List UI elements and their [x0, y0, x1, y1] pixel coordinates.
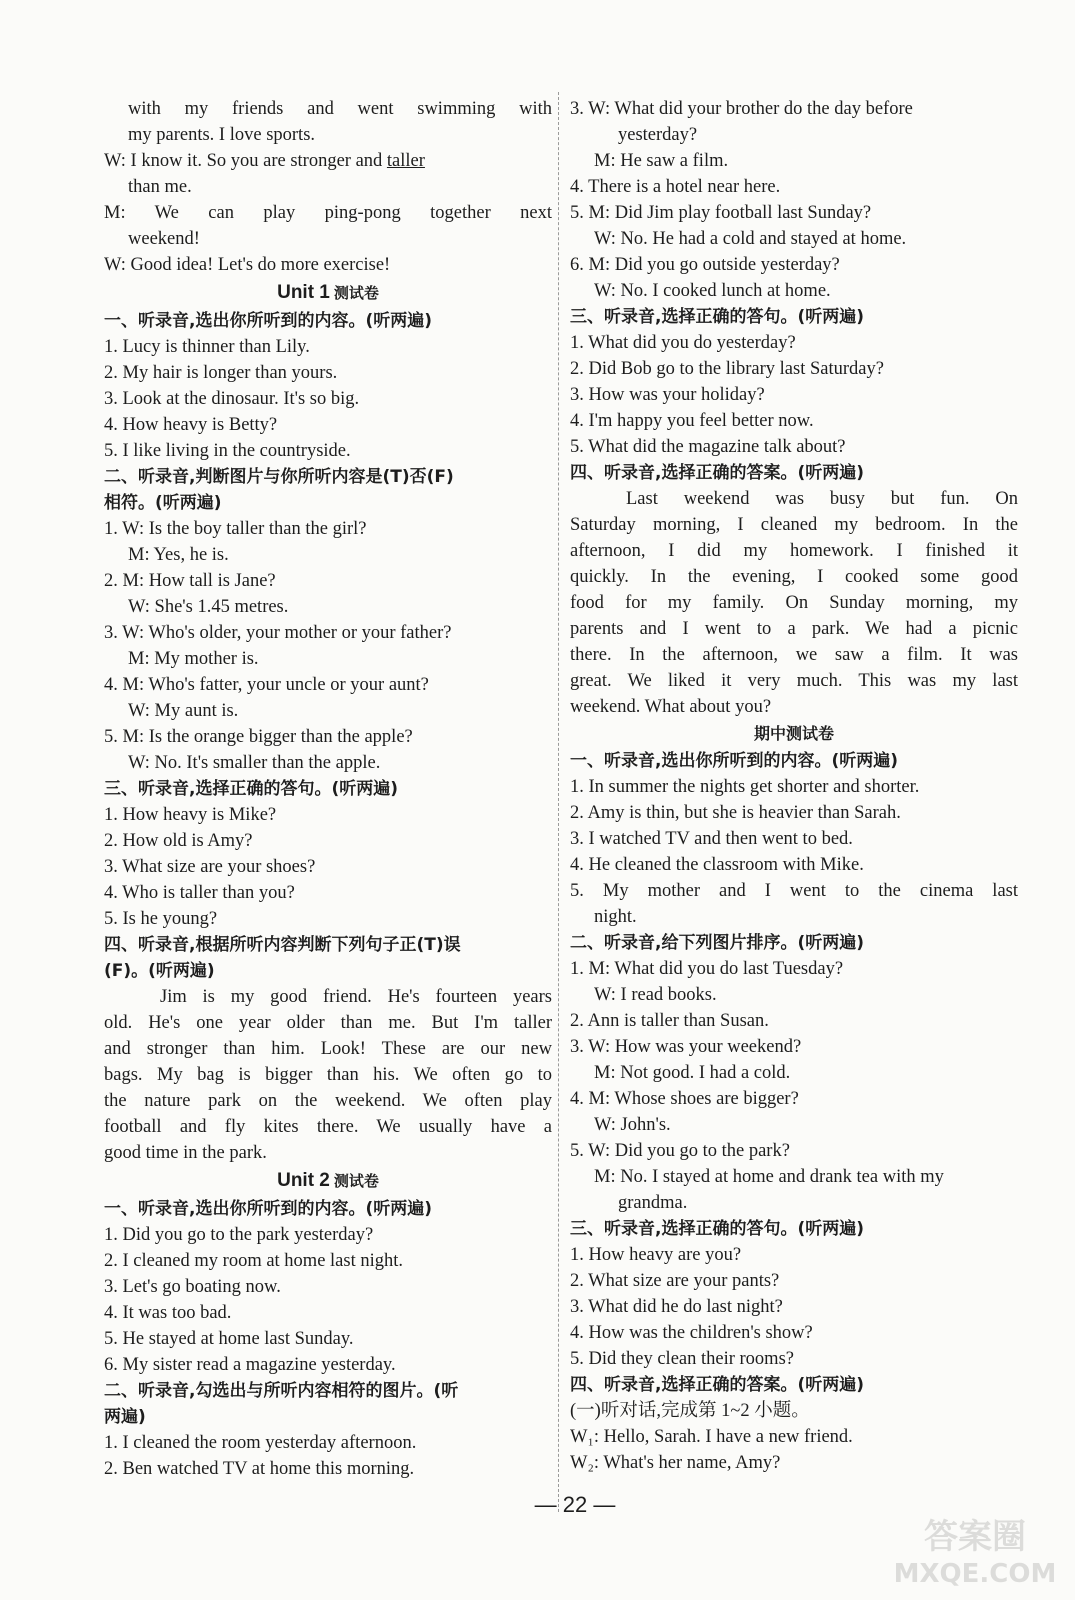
text-line — [104, 542, 552, 568]
text-line-text: parents and I went to a park. We had a picnic — [570, 619, 1018, 639]
text-line — [570, 122, 1018, 148]
column-divider — [558, 92, 559, 1512]
text-line — [570, 1346, 1018, 1372]
text-line — [104, 1010, 552, 1036]
text-line — [104, 1300, 552, 1326]
text-line — [570, 1008, 1018, 1034]
text-line-text: W: No. It's smaller than the apple. — [128, 753, 381, 773]
text-line-text: afternoon, I did my homework. I finished it — [570, 541, 1018, 561]
text-line-text: 1. How heavy are you? — [570, 1245, 742, 1265]
section-heading-text: 一、听录音,选出你所听到的内容。(听两遍) — [104, 1199, 432, 1219]
text-line-text: 3. I watched TV and then went to bed. — [570, 829, 853, 849]
text-line — [104, 568, 552, 594]
text-line-text: 4. How was the children's show? — [570, 1323, 813, 1343]
section-heading — [104, 490, 552, 516]
text-line-text: 1. In summer the nights get shorter and shorter. — [570, 777, 920, 797]
text-line-text: M: Not good. I had a cold. — [594, 1063, 791, 1083]
test-title — [104, 1166, 552, 1196]
text-line-text: 1. What did you do yesterday? — [570, 333, 796, 353]
text-line-text: W: She's 1.45 metres. — [128, 597, 289, 617]
text-line — [570, 1320, 1018, 1346]
section-heading-text: (F)。(听两遍) — [104, 961, 215, 981]
text-line — [104, 1088, 552, 1114]
text-line-text: 5. M: Did Jim play football last Sunday? — [570, 203, 872, 223]
text-line-text: quickly. In the evening, I cooked some good — [570, 567, 1018, 587]
test-title-text: Unit 1 — [277, 282, 330, 303]
text-line-text: yesterday? — [618, 125, 698, 145]
text-line-text: 2. M: How tall is Jane? — [104, 571, 276, 591]
text-line — [570, 538, 1018, 564]
text-line — [570, 252, 1018, 278]
text-line-text: 6. My sister read a magazine yesterday. — [104, 1355, 396, 1375]
text-line-text: 1. Did you go to the park yesterday? — [104, 1225, 374, 1245]
text-line-text: good time in the park. — [104, 1143, 267, 1163]
text-line — [104, 750, 552, 776]
text-line — [104, 1352, 552, 1378]
text-line — [570, 148, 1018, 174]
text-line — [570, 278, 1018, 304]
text-line-text: 1. Lucy is thinner than Lily. — [104, 337, 310, 357]
section-heading — [570, 1216, 1018, 1242]
text-line — [570, 616, 1018, 642]
text-line-text: M: Yes, he is. — [128, 545, 229, 565]
text-line — [570, 878, 1018, 904]
text-line-text: 3. What size are your shoes? — [104, 857, 316, 877]
text-line-text: 2. I cleaned my room at home last night. — [104, 1251, 404, 1271]
underlined-word: taller — [386, 151, 425, 171]
text-line — [570, 694, 1018, 720]
text-line-text: great. We liked it very much. This was my last — [570, 671, 1018, 691]
text-line — [104, 802, 552, 828]
text-line-text: W₂: What's her name, Amy? — [570, 1453, 781, 1473]
text-line — [570, 774, 1018, 800]
section-heading-text: 两遍) — [104, 1407, 146, 1427]
text-line-text: 4. How heavy is Betty? — [104, 415, 278, 435]
text-line-text: 2. Amy is thin, but she is heavier than Sarah. — [570, 803, 901, 823]
text-line-text: 3. W: How was your weekend? — [570, 1037, 802, 1057]
text-line-text: (一)听对话,完成第 1~2 小题。 — [570, 1401, 810, 1421]
test-title-text: 期中测试卷 — [753, 724, 834, 743]
paragraph-line-text: Last weekend was busy but fun. On — [626, 489, 1018, 509]
text-line — [570, 590, 1018, 616]
text-line — [570, 1424, 1018, 1450]
text-line — [570, 96, 1018, 122]
text-line-text: grandma. — [618, 1193, 688, 1213]
section-heading-text: 相符。(听两遍) — [104, 493, 222, 513]
text-line — [104, 252, 552, 278]
text-line — [104, 96, 552, 122]
text-line-text: 6. M: Did you go outside yesterday? — [570, 255, 840, 275]
text-line — [104, 646, 552, 672]
text-line — [570, 1164, 1018, 1190]
text-line-text: M: No. I stayed at home and drank tea with my — [594, 1167, 944, 1187]
text-line — [570, 382, 1018, 408]
text-line — [570, 330, 1018, 356]
section-heading — [104, 1378, 552, 1404]
text-line-text: weekend. What about you? — [570, 697, 772, 717]
text-line — [104, 1274, 552, 1300]
text-line — [104, 200, 552, 226]
text-line-text: than me. — [128, 177, 192, 197]
text-line-text: W₁: Hello, Sarah. I have a new friend. — [570, 1427, 853, 1447]
text-line — [104, 854, 552, 880]
text-line-text: W: Good idea! Let's do more exercise! — [104, 255, 391, 275]
text-line — [104, 1456, 552, 1482]
text-line — [104, 386, 552, 412]
text-line — [570, 356, 1018, 382]
text-line — [570, 1268, 1018, 1294]
text-line-text: 3. W: What did your brother do the day before — [570, 99, 913, 119]
text-line — [570, 1450, 1018, 1476]
text-line — [104, 880, 552, 906]
text-line-text: night. — [594, 907, 637, 927]
paragraph-line — [104, 984, 552, 1010]
left-column — [104, 96, 552, 1482]
text-line-text: food for my family. On Sunday morning, my — [570, 593, 1018, 613]
section-heading-text: 三、听录音,选择正确的答句。(听两遍) — [104, 779, 398, 799]
text-line — [570, 1138, 1018, 1164]
text-line — [104, 1222, 552, 1248]
section-heading — [104, 958, 552, 984]
text-line-text: W: I know it. So you are stronger and — [104, 151, 387, 171]
text-line-text: 3. What did he do last night? — [570, 1297, 783, 1317]
text-line-text: old. He's one year older than me. But I'm taller — [104, 1013, 552, 1033]
text-line-text: 2. Did Bob go to the library last Saturday? — [570, 359, 884, 379]
text-line-text: bags. My bag is bigger than his. We often go to — [104, 1065, 552, 1085]
text-line-text: the nature park on the weekend. We often play — [104, 1091, 552, 1111]
test-title — [570, 720, 1018, 748]
text-line-text: football and fly kites there. We usually have a — [104, 1117, 552, 1137]
text-line-text: 3. W: Who's older, your mother or your father? — [104, 623, 452, 643]
text-line — [104, 724, 552, 750]
text-line — [570, 1086, 1018, 1112]
text-line — [104, 620, 552, 646]
text-line — [104, 1062, 552, 1088]
paragraph-line — [570, 486, 1018, 512]
section-heading-text: 三、听录音,选择正确的答句。(听两遍) — [570, 307, 864, 327]
watermark-line1: 答案圈 — [924, 1517, 1026, 1557]
test-title — [104, 278, 552, 308]
text-line — [104, 412, 552, 438]
text-line — [570, 226, 1018, 252]
text-line-text: 5. What did the magazine talk about? — [570, 437, 846, 457]
text-line-text: M: My mother is. — [128, 649, 259, 669]
text-line-text: 2. My hair is longer than yours. — [104, 363, 338, 383]
paragraph-line-text: Jim is my good friend. He's fourteen years — [160, 987, 552, 1007]
text-line-text: 5. M: Is the orange bigger than the apple? — [104, 727, 413, 747]
section-heading-text: 一、听录音,选出你所听到的内容。(听两遍) — [570, 751, 898, 771]
text-line — [104, 672, 552, 698]
section-heading — [570, 460, 1018, 486]
text-line-text: my parents. I love sports. — [128, 125, 316, 145]
section-heading — [104, 1404, 552, 1430]
section-heading-text: 二、听录音,给下列图片排序。(听两遍) — [570, 933, 864, 953]
text-line — [570, 1242, 1018, 1268]
section-heading — [104, 932, 552, 958]
text-line-text: 2. What size are your pants? — [570, 1271, 780, 1291]
section-heading — [570, 748, 1018, 774]
text-line — [104, 1140, 552, 1166]
text-line — [570, 408, 1018, 434]
section-heading — [104, 464, 552, 490]
text-line-text: 5. He stayed at home last Sunday. — [104, 1329, 354, 1349]
section-heading — [104, 1196, 552, 1222]
watermark-logo — [880, 1510, 1070, 1590]
text-line-text: M: He saw a film. — [594, 151, 729, 171]
text-line-text: 3. How was your holiday? — [570, 385, 765, 405]
text-line — [570, 668, 1018, 694]
text-line-text: and stronger than him. Look! These are our new — [104, 1039, 552, 1059]
text-line — [104, 1036, 552, 1062]
text-line — [570, 826, 1018, 852]
test-title-suffix: 测试卷 — [333, 1172, 379, 1190]
text-line — [570, 174, 1018, 200]
text-line-text: W: John's. — [594, 1115, 671, 1135]
text-line — [104, 516, 552, 542]
text-line — [104, 334, 552, 360]
section-heading-text: 四、听录音,选择正确的答案。(听两遍) — [570, 463, 864, 483]
text-line — [570, 564, 1018, 590]
text-line — [104, 148, 552, 174]
text-line-text: 1. I cleaned the room yesterday afternoon. — [104, 1433, 417, 1453]
text-line-text: W: My aunt is. — [128, 701, 239, 721]
text-line-text: 2. Ann is taller than Susan. — [570, 1011, 769, 1031]
text-line — [570, 800, 1018, 826]
text-line — [104, 828, 552, 854]
text-line-text: 5. W: Did you go to the park? — [570, 1141, 790, 1161]
text-line-text: 5. I like living in the countryside. — [104, 441, 351, 461]
text-line-text: 4. Who is taller than you? — [104, 883, 295, 903]
test-title-text: Unit 2 — [277, 1170, 330, 1191]
section-heading-text: 二、听录音,勾选出与所听内容相符的图片。(听 — [104, 1381, 459, 1401]
text-line — [104, 906, 552, 932]
text-line-text: 2. Ben watched TV at home this morning. — [104, 1459, 415, 1479]
text-line — [104, 360, 552, 386]
watermark-line2: MXQE.COM — [893, 1559, 1057, 1589]
text-line-text: 4. It was too bad. — [104, 1303, 232, 1323]
text-line — [104, 1248, 552, 1274]
text-line — [104, 1430, 552, 1456]
text-line — [104, 594, 552, 620]
text-line — [570, 1034, 1018, 1060]
text-line-text: 4. There is a hotel near here. — [570, 177, 781, 197]
text-line-text: 4. M: Whose shoes are bigger? — [570, 1089, 799, 1109]
text-line-text: there. In the afternoon, we saw a film. It was — [570, 645, 1018, 665]
section-heading-text: 二、听录音,判断图片与你所听内容是(T)否(F) — [104, 467, 454, 487]
text-line — [104, 174, 552, 200]
text-line — [570, 852, 1018, 878]
text-line-text: with my friends and went swimming with — [128, 99, 552, 119]
text-line-text: 5. Did they clean their rooms? — [570, 1349, 794, 1369]
text-line-text: 3. Let's go boating now. — [104, 1277, 281, 1297]
section-heading-text: 一、听录音,选出你所听到的内容。(听两遍) — [104, 311, 432, 331]
section-heading — [570, 930, 1018, 956]
section-heading-text: 四、听录音,选择正确的答案。(听两遍) — [570, 1375, 864, 1395]
page-number: — 22 — — [534, 1492, 616, 1517]
section-heading-text: 三、听录音,选择正确的答句。(听两遍) — [570, 1219, 864, 1239]
text-line — [570, 1294, 1018, 1320]
text-line — [570, 434, 1018, 460]
text-line-text: weekend! — [128, 229, 200, 249]
section-heading — [104, 776, 552, 802]
test-title-suffix: 测试卷 — [333, 284, 379, 302]
section-heading — [570, 1372, 1018, 1398]
text-line — [570, 1190, 1018, 1216]
text-line — [570, 904, 1018, 930]
text-line — [570, 200, 1018, 226]
text-line — [570, 982, 1018, 1008]
text-line — [570, 642, 1018, 668]
text-line — [104, 1326, 552, 1352]
text-line — [570, 956, 1018, 982]
text-line-text: 5. My mother and I went to the cinema last — [570, 881, 1018, 901]
text-line — [104, 698, 552, 724]
text-line — [104, 438, 552, 464]
text-line-text: M: We can play ping-pong together next — [104, 203, 552, 223]
text-line-text: 1. W: Is the boy taller than the girl? — [104, 519, 367, 539]
section-heading — [570, 304, 1018, 330]
text-line — [104, 226, 552, 252]
text-line — [104, 122, 552, 148]
text-line — [104, 1114, 552, 1140]
text-line-text: W: No. He had a cold and stayed at home. — [594, 229, 907, 249]
right-column — [570, 96, 1018, 1476]
text-line — [570, 1060, 1018, 1086]
text-line-text: W: No. I cooked lunch at home. — [594, 281, 831, 301]
text-line-text: 1. M: What did you do last Tuesday? — [570, 959, 844, 979]
text-line-text: W: I read books. — [594, 985, 717, 1005]
text-line-text: 2. How old is Amy? — [104, 831, 253, 851]
text-line-text: 4. M: Who's fatter, your uncle or your aunt? — [104, 675, 429, 695]
text-line — [570, 512, 1018, 538]
text-line-text: 4. I'm happy you feel better now. — [570, 411, 814, 431]
text-line-text: 1. How heavy is Mike? — [104, 805, 277, 825]
text-line-text: Saturday morning, I cleaned my bedroom. In the — [570, 515, 1018, 535]
text-line — [570, 1398, 1018, 1424]
section-heading-text: 四、听录音,根据所听内容判断下列句子正(T)误 — [104, 935, 461, 955]
text-line-text: 3. Look at the dinosaur. It's so big. — [104, 389, 360, 409]
text-line-text: 5. Is he young? — [104, 909, 218, 929]
text-line-text: 4. He cleaned the classroom with Mike. — [570, 855, 864, 875]
text-line — [570, 1112, 1018, 1138]
section-heading — [104, 308, 552, 334]
